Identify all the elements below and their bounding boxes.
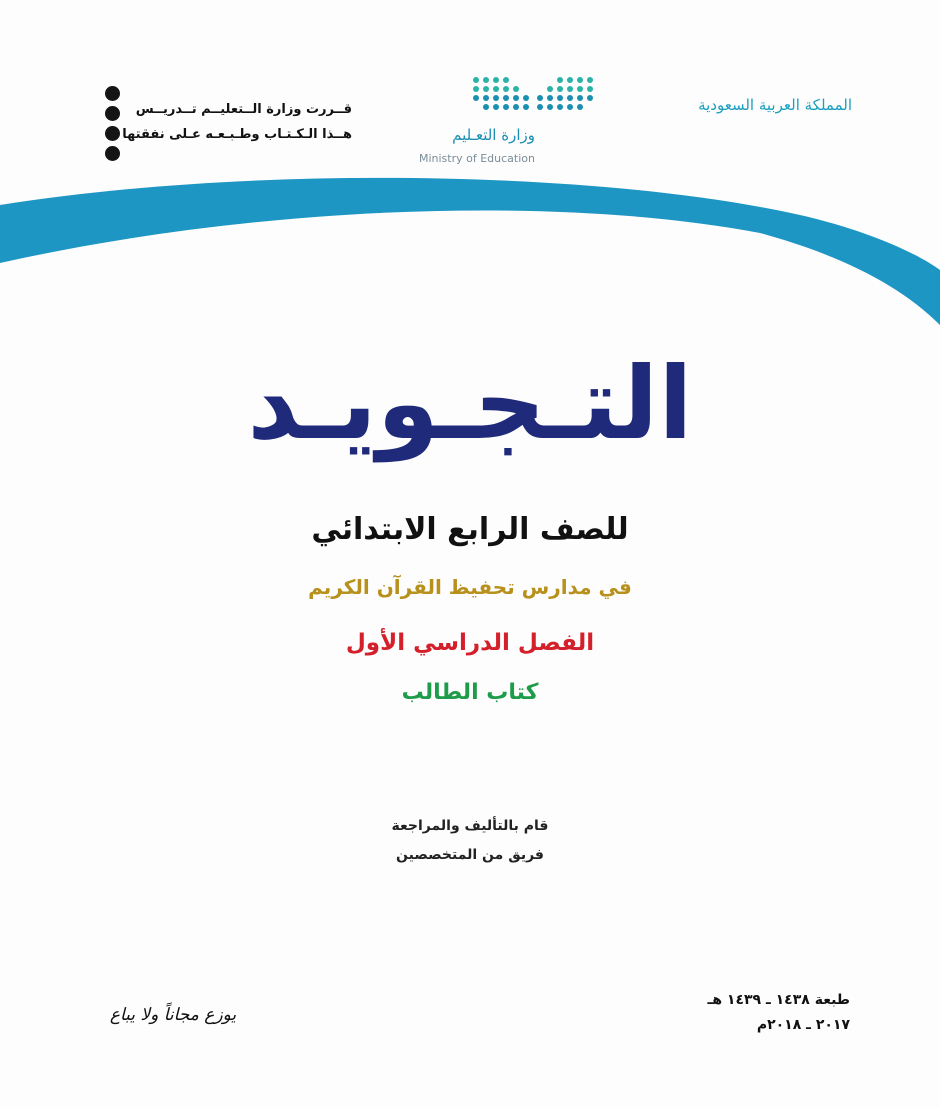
semester-label: الفصل الدراسي الأول [345, 630, 595, 656]
kingdom-name: المملكة العربية السعودية [698, 96, 852, 114]
approval-statement [102, 97, 352, 147]
grade-subtitle: للصف الرابع الابتدائي [311, 512, 629, 547]
edition-info [665, 988, 850, 1038]
approval-line: هــذا الـكـتـاب وطـبـعـه عـلى نفقتها [122, 127, 352, 142]
book-type: كتاب الطالب [401, 680, 539, 705]
approval-line: قــررت وزارة الــتعليــم تــدريــس [135, 102, 352, 117]
authors-credit: قام بالتأليف والمراجعة [391, 818, 549, 834]
authors-team: فريق من المتخصصين [396, 847, 544, 863]
ministry-name-english: Ministry of Education [418, 152, 535, 165]
edition-hijri: طبعة ١٤٣٨ ـ ١٤٣٩ هـ [707, 992, 850, 1008]
ministry-name-arabic: وزارة التعـليم [452, 126, 535, 144]
ministry-logo-icon [468, 72, 598, 112]
school-type: في مدارس تحفيظ القرآن الكريم [308, 575, 632, 599]
free-distribution-note: يوزع مجاناً ولا يباع [109, 1005, 237, 1025]
decorative-swoosh [0, 175, 940, 345]
bullet-icon [105, 146, 120, 161]
edition-gregorian: ٢٠١٧ ـ ٢٠١٨م [756, 1017, 850, 1033]
book-title: التـجـويـد [247, 345, 693, 462]
